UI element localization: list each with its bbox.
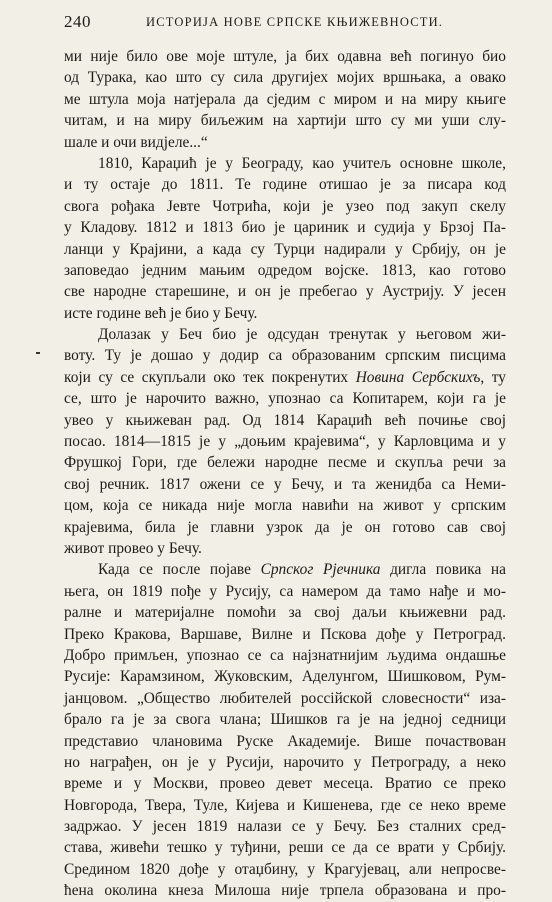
body-text: [64, 46, 506, 902]
text-line: Добро примљен, упознао се са најзнатнијим људима ондашње: [64, 646, 506, 664]
text-line: [64, 367, 506, 388]
text-line: време и у Москви, провео девет месеца. Вратио се преко: [64, 775, 506, 793]
text-line: Преко Кракова, Варшаве, Вилне и Пскова дође у Петроград.: [64, 625, 506, 643]
line-segment: дигла повика на: [380, 561, 506, 579]
text-line: свога рођака Јевте Чотрића, који је узео под закуп скелу: [64, 197, 506, 215]
text-line: ми није било ове моје штуле, ја бих одавна већ погинуо био: [64, 48, 506, 65]
text-line: исте године већ је био у Бечу.: [64, 304, 258, 322]
line-segment: који су се скупљали око тек покренутих: [64, 368, 356, 386]
text-line: Новгорода, Твера, Туле, Кијева и Кишенева, где се неко време: [64, 796, 506, 814]
text-line: цом, која се никада није могла навићи на живот у српским: [64, 497, 506, 515]
text-line: 1810, Караџић је у Београду, као учитељ основне школе,: [98, 154, 506, 172]
text-line: задржао. У јесен 1819 налази се у Бечу. Без сталних сред-: [64, 818, 506, 836]
text-line: заповедао једним мањим одредом војске. 1813, као готово: [64, 261, 506, 279]
text-line: воту. Ту је дошао у додир са образованим српским писцима: [64, 347, 506, 365]
text-line: посао. 1814—1815 је у „доњим крајевима“, у Карловцима и у: [64, 433, 506, 451]
text-line: њега, он 1819 пође у Русију, са намером да тамо нађе и мо-: [64, 582, 506, 600]
italic-title: Новина Сербскихъ: [355, 368, 481, 386]
line-segment: , ту: [480, 368, 506, 386]
text-line: ме штула моја натјерала да сједим с миром и на миру књиге: [64, 90, 506, 108]
text-line: ћена околина кнеза Милоша није трпела образована и про-: [64, 882, 506, 900]
text-line: живот провео у Бечу.: [64, 539, 202, 557]
text-line: Долазак у Беч био је одсудан тренутак у његовом жи-: [98, 326, 506, 344]
margin-mark: [36, 352, 40, 354]
line-segment: Када се после појаве: [98, 561, 261, 579]
text-line: увео у књижеван рад. Од 1814 Караџић већ почиње свој: [64, 411, 506, 429]
text-line: Русије: Карамзином, Жуковским, Аделунгом, Шишковом, Рум-: [64, 668, 506, 686]
text-line: Фрушкој Гори, где бележи народне песме и скупља речи за: [64, 454, 506, 472]
text-line: крајевима, била је главни узрок да је он готово сав свој: [64, 518, 506, 536]
page-header: [64, 12, 504, 38]
text-line: представио члановима Руске Академије. Више почаствован: [64, 732, 506, 750]
text-line: шале и очи видјеле...“: [64, 133, 208, 151]
text-line: све народне старешине, и он је пребегао у Аустрију. У јесен: [64, 283, 506, 301]
text-line: од Турака, као што су сила другијех мојих вршњака, а овако: [64, 69, 506, 87]
text-line: брало га је за свога члана; Шишков га је на једној седници: [64, 711, 506, 729]
text-line: јанцовом. „Общество любителей россiйской словесности“ иза-: [64, 689, 506, 707]
text-line: [64, 559, 506, 580]
text-line: се, што је нарочито важно, упознао са Копитарем, који га је: [64, 390, 506, 408]
text-line: но награђен, он је у Русији, нарочито у Петрограду, а неко: [64, 753, 506, 771]
text-line: Средином 1820 дође у отаџбину, у Крагујевац, али непросве-: [64, 860, 506, 878]
text-line: и ту остаје до 1811. Те године отишао је за писара код: [64, 176, 506, 194]
text-line: ланци у Крајини, а када су Турци надирали у Србију, он је: [64, 240, 506, 258]
text-line: читам, и на миру биљежим на хартији што су ми уши слу-: [64, 112, 506, 130]
running-title: ИСТОРИЈА НОВЕ СРПСКЕ КЊИЖЕВНОСТИ.: [146, 15, 444, 29]
italic-title: Српског Рјечника: [260, 561, 381, 579]
text-line: у Кладову. 1812 и 1813 био је цариник и судија у Брзој Па-: [64, 219, 506, 237]
text-line: ралне и материјалне помоћи за свој даљи књижевни рад.: [64, 604, 506, 622]
page-number: 240: [64, 12, 91, 31]
text-line: свој речник. 1817 ожени се у Бечу, и та женидба са Неми-: [64, 475, 506, 493]
text-line: става, живећи тешко у туђини, реши се да се врати у Србију.: [64, 839, 506, 857]
